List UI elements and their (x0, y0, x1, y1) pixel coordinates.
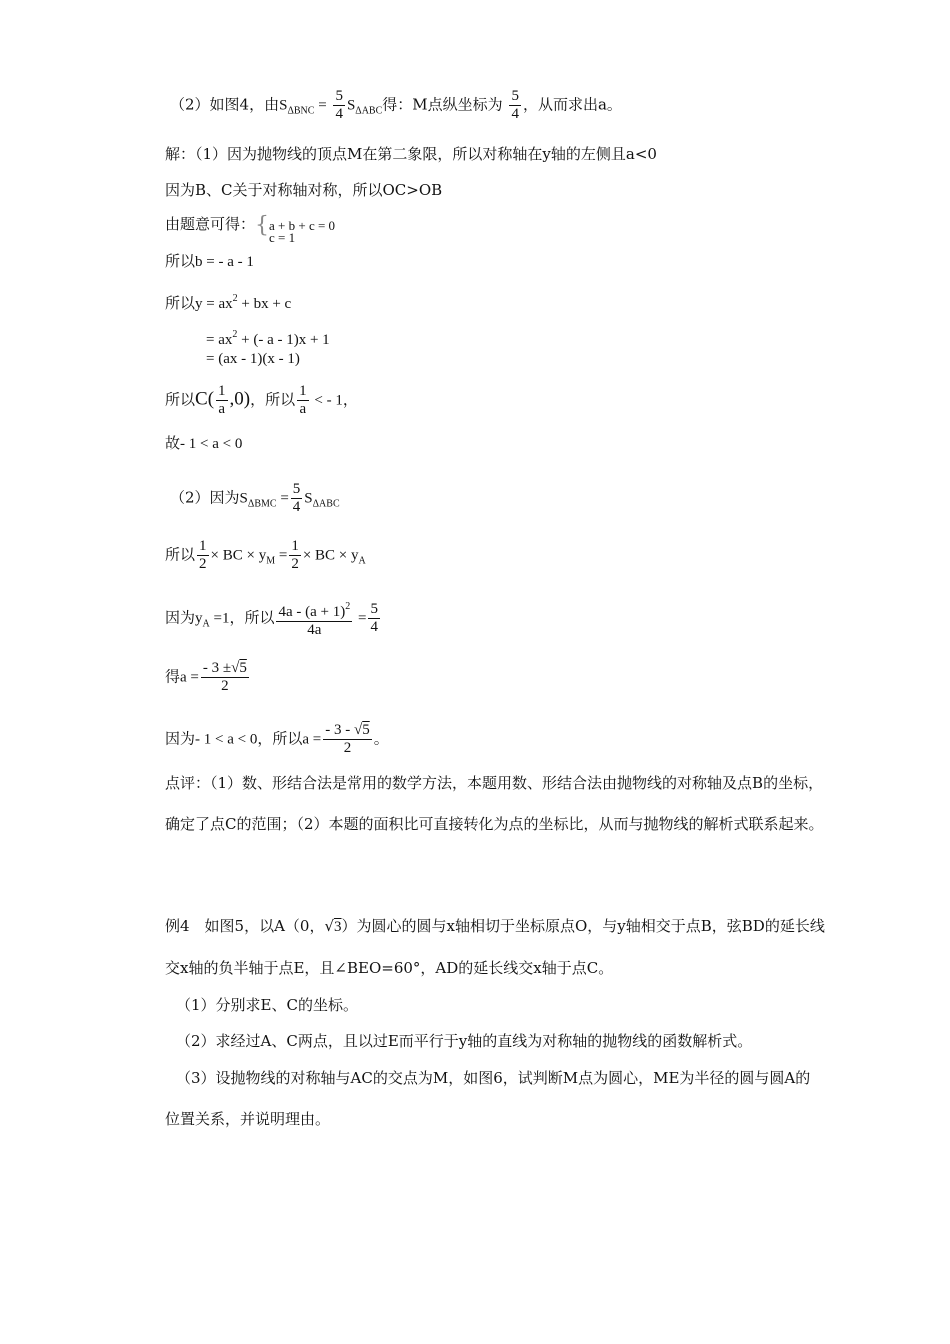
math: b = - a - 1 (195, 254, 254, 270)
math-eq: = (276, 490, 289, 507)
math-sup: 2 (232, 293, 238, 304)
math: a = (180, 669, 199, 686)
numerator: 1 (291, 538, 299, 554)
numerator (276, 598, 352, 622)
math: y (195, 610, 203, 627)
solution-line: 解：（1）因为抛物线的顶点M在第二象限，所以对称轴在y轴的左侧且a<0 (165, 145, 657, 163)
brace-icon: { (255, 213, 270, 238)
denominator: 4 (335, 106, 343, 122)
numerator-text: - 3 ± (202, 660, 232, 676)
sqrt-icon: √ (353, 722, 363, 738)
fraction (297, 383, 309, 418)
solution-line (165, 660, 251, 695)
math: y = ax (195, 296, 233, 312)
fraction (509, 88, 521, 123)
math: =1 (209, 610, 230, 627)
numerator: 5 (511, 88, 519, 104)
math-sup: 2 (232, 329, 238, 340)
math-sub: M (266, 555, 276, 567)
math: = ax (206, 332, 233, 348)
denominator: 4 (511, 106, 519, 122)
solution-line (165, 538, 366, 573)
denominator: 2 (199, 556, 207, 572)
math: ,0) (229, 388, 251, 410)
math-sub: A (202, 618, 210, 630)
denominator: 2 (221, 678, 229, 694)
solution-hint-line (170, 88, 622, 123)
text: 例4 如图5，以A（0， (165, 917, 325, 935)
math-sub: ΔBNC (287, 105, 315, 117)
numerator: 5 (292, 481, 301, 497)
denominator: 2 (343, 740, 352, 756)
solution-line (165, 433, 242, 454)
numerator: 1 (218, 383, 226, 399)
equation: c = 1 (269, 230, 296, 245)
solution-line (165, 598, 382, 639)
text: 所以 (165, 390, 196, 409)
solution-line (165, 383, 358, 418)
solution-line (206, 325, 330, 350)
math-s: S (346, 97, 356, 114)
numerator-text: - 3 - (325, 722, 354, 738)
text: ）为圆心的圆与x轴相切于坐标原点O，与y轴相交于点B，弦BD的延长线交x轴的负半轴于点E，且∠BEO=60°，AD的延长线交x轴于点C。 (165, 917, 825, 977)
denominator: 4a (307, 622, 322, 638)
equation-system (269, 216, 336, 245)
math-eq: = (354, 610, 367, 627)
math-sub: A (358, 555, 366, 567)
radicand: 5 (362, 722, 370, 738)
math-sub: ΔABC (312, 498, 340, 510)
sqrt-icon: √ (324, 917, 335, 935)
numerator: 1 (199, 538, 207, 554)
solution-line (165, 722, 389, 757)
numerator: 5 (335, 88, 343, 104)
radicand: 5 (239, 660, 247, 676)
math-sub: ΔBMC (247, 498, 277, 510)
text: ，所以 (250, 390, 296, 409)
solution-line: 因为B、C关于对称轴对称，所以OC>OB (165, 181, 443, 199)
math: C( (195, 388, 215, 410)
text: 因为 (165, 729, 196, 748)
solution-line (206, 348, 300, 369)
text: 由题意可得： (165, 215, 256, 233)
denominator: 4 (370, 619, 378, 635)
text: ，所以 (229, 608, 275, 627)
solution-line (165, 251, 254, 272)
math: × BC × y (210, 547, 267, 564)
fraction (291, 481, 303, 516)
text: （2）如图4，由 (170, 95, 280, 114)
denominator: 2 (291, 556, 299, 572)
text: ，所以 (257, 729, 303, 748)
fraction (197, 538, 209, 573)
fraction (276, 598, 352, 639)
text: 所以 (165, 294, 196, 312)
text: 。 (373, 729, 389, 748)
math-eq: = (275, 547, 288, 564)
fraction (216, 383, 228, 418)
numerator (201, 660, 249, 678)
text: 故 (165, 434, 181, 452)
text: 所以 (165, 252, 196, 270)
math-s: S (279, 97, 288, 114)
denominator: 4 (292, 499, 301, 515)
math: - 1 < a < 0 (180, 436, 243, 452)
numerator-text: 4a - (a + 1) (278, 604, 346, 620)
math-sub: ΔABC (355, 105, 383, 117)
math-s: S (304, 490, 313, 507)
question-3: （3）设抛物线的对称轴与AC的交点为M，如图6，试判断M点为圆心，ME为半径的圆与圆A的位置关系，并说明理由。 (165, 1069, 811, 1128)
denominator: a (299, 401, 307, 417)
text: 得：M点纵坐标为 (382, 95, 503, 114)
math: + (- a - 1)x + 1 (237, 332, 330, 348)
math: a = (302, 731, 322, 748)
math: = (ax - 1)(x - 1) (206, 351, 300, 367)
math-sup: 2 (345, 601, 351, 612)
math-eq: = (314, 97, 327, 114)
sqrt-icon: √ (231, 660, 240, 676)
example-4-paragraph (165, 906, 825, 989)
system-line (165, 213, 336, 245)
fraction (289, 538, 301, 573)
numerator: 1 (299, 383, 307, 399)
text: 得 (165, 667, 181, 686)
text: 因为 (165, 608, 196, 627)
comment-paragraph: 点评：（1）数、形结合法是常用的数学方法，本题用数、形结合法由抛物线的对称轴及点B的坐标，确定了点C的范围；（2）本题的面积比可直接转化为点的坐标比，从而与抛物线的解析式联系起来。 (165, 774, 824, 833)
math-s: S (239, 490, 248, 507)
equation: a + b + c = 0 (269, 218, 336, 233)
fraction (333, 88, 345, 123)
fraction (323, 722, 371, 757)
solution-line (170, 481, 340, 516)
text: ，从而求出a。 (522, 95, 622, 114)
denominator: a (218, 401, 226, 417)
question-1: （1）分别求E、C的坐标。 (176, 996, 358, 1014)
math: - 1 < a < 0 (195, 731, 258, 748)
text: （2）因为 (170, 488, 240, 507)
question-2: （2）求经过A、C两点，且以过E而平行于y轴的直线为对称轴的抛物线的函数解析式。 (176, 1032, 753, 1050)
math: + bx + c (237, 296, 292, 312)
text: 所以 (165, 545, 196, 564)
radicand: 3 (334, 919, 342, 935)
numerator: 5 (370, 601, 378, 617)
solution-line (165, 289, 291, 314)
math: < - 1， (310, 392, 358, 409)
fraction (368, 601, 380, 636)
fraction (201, 660, 249, 695)
numerator (323, 722, 371, 740)
math: × BC × y (302, 547, 359, 564)
